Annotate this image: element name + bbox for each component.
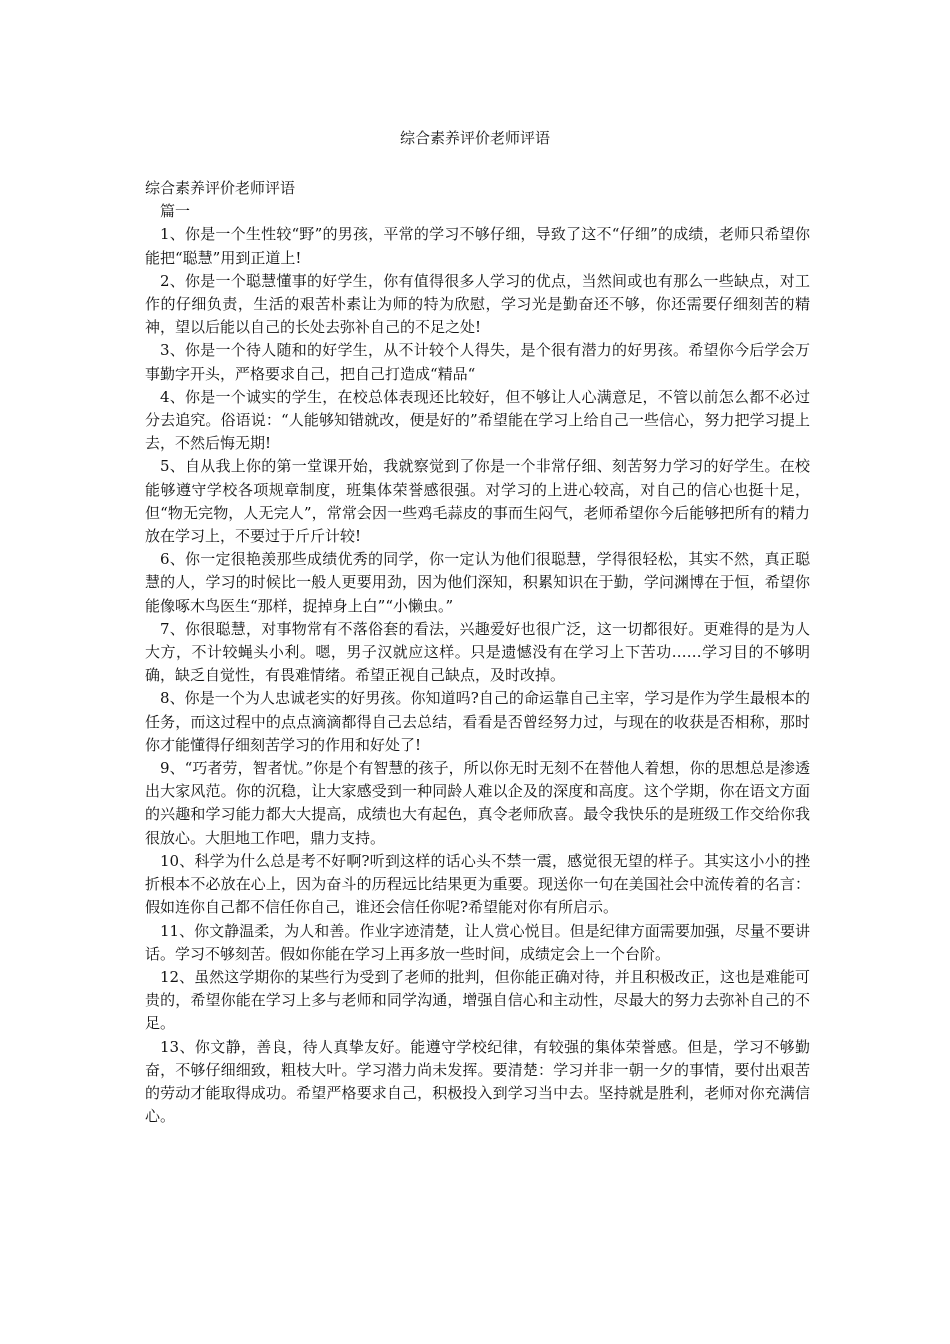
paragraph-7: 7、你很聪慧，对事物常有不落俗套的看法，兴趣爱好也很广泛，这一切都很好。更难得的是为人大方，不计较蝇头小利。嗯，男子汉就应这样。只是遗憾没有在学习上下苦功……学习目的不够明确，缺乏自觉性，有畏难情绪。希望正视自己缺点，及时改掉。: [145, 619, 810, 685]
paragraph-6: 6、你一定很艳羡那些成绩优秀的同学，你一定认为他们很聪慧，学得很轻松，其实不然，真正聪慧的人，学习的时候比一般人更要用劲，因为他们深知，积累知识在于勤，学问渊博在于恒，希望你能像啄木鸟医生“那样，捉掉身上白”“小懒虫。”: [145, 550, 810, 615]
paragraph-11: 11、你文静温柔，为人和善。作业字迹清楚，让人赏心悦目。但是纪律方面需要加强，尽量不要讲话。学习不够刻苦。假如你能在学习上再多放一些时间，成绩定会上一个台阶。: [145, 921, 810, 963]
paragraph-10: 10、科学为什么总是考不好啊?听到这样的话心头不禁一震，感觉很无望的样子。其实这小小的挫折根本不必放在心上，因为奋斗的历程远比结果更为重要。现送你一句在美国社会中流传着的名言：假如连你自己都不信任你自己，谁还会信任你呢?希望能对你有所启示。: [145, 851, 810, 917]
paragraph-12: 12、虽然这学期你的某些行为受到了老师的批判，但你能正确对待，并且积极改正，这也是难能可贵的，希望你能在学习上多与老师和同学沟通，增强自信心和主动性，尽最大的努力去弥补自己的不足。: [145, 967, 810, 1033]
document-subtitle: 综合素养评价老师评语: [145, 179, 296, 197]
paragraph-8: 8、你是一个为人忠诚老实的好男孩。你知道吗?自己的命运靠自己主宰，学习是作为学生最根本的任务，而这过程中的点点滴滴都得自己去总结，看看是否曾经努力过，与现在的收获是否相称，那时你才能懂得仔细刻苦学习的作用和好处了!: [145, 689, 810, 754]
paragraph-4: 4、你是一个诚实的学生，在校总体表现还比较好，但不够让人心满意足，不管以前怎么都不必过分去追究。俗语说：“人能够知错就改，便是好的”希望能在学习上给自己一些信心，努力把学习提上去，不然后悔无期!: [145, 387, 810, 453]
paragraph-1: 1、你是一个生性较“野”的男孩，平常的学习不够仔细，导致了这不“仔细”的成绩，老师只希望你能把“聪慧”用到正道上!: [145, 225, 810, 267]
document-body: [145, 177, 810, 1128]
paragraph-3: 3、你是一个待人随和的好学生，从不计较个人得失，是个很有潜力的好男孩。希望你今后学会万事勤字开头，严格要求自己，把自己打造成“精品“: [145, 341, 810, 383]
section-heading: 篇一: [160, 202, 191, 221]
paragraph-13: 13、你文静，善良，待人真挚友好。能遵守学校纪律，有较强的集体荣誉感。但是，学习不够勤奋，不够仔细细致，粗枝大叶。学习潜力尚未发挥。要清楚：学习并非一朝一夕的事情，要付出艰苦的劳动才能取得成功。希望严格要求自己，积极投入到学习当中去。坚持就是胜利，老师对你充满信心。: [145, 1037, 810, 1126]
paragraph-9: 9、“巧者劳，智者忧。”你是个有智慧的孩子，所以你无时无刻不在替他人着想，你的思想总是渗透出大家风范。你的沉稳，让大家感受到一种同龄人难以企及的深度和高度。这个学期，你在语文方面的兴趣和学习能力都大大提高，成绩也大有起色，真令老师欣喜。最令我快乐的是班级工作交给你我很放心。大胆地工作吧，鼎力支持。: [145, 759, 810, 847]
paragraph-5: 5、自从我上你的第一堂课开始，我就察觉到了你是一个非常仔细、刻苦努力学习的好学生。在校能够遵守学校各项规章制度，班集体荣誉感很强。对学习的上进心较高，对自己的信心也挺十足，但“物无完物，人无完人”，常常会因一些鸡毛蒜皮的事而生闷气，老师希望你今后能够把所有的精力放在学习上，不要过于斤斤计较!: [145, 457, 810, 546]
paragraph-2: 2、你是一个聪慧懂事的好学生，你有值得很多人学习的优点，当然间或也有那么一些缺点，对工作的仔细负责，生活的艰苦朴素让为师的特为欣慰，学习光是勤奋还不够，你还需要仔细刻苦的精神，望以后能以自己的长处去弥补自己的不足之处!: [145, 271, 810, 337]
document-title: 综合素养评价老师评语: [399, 129, 550, 147]
